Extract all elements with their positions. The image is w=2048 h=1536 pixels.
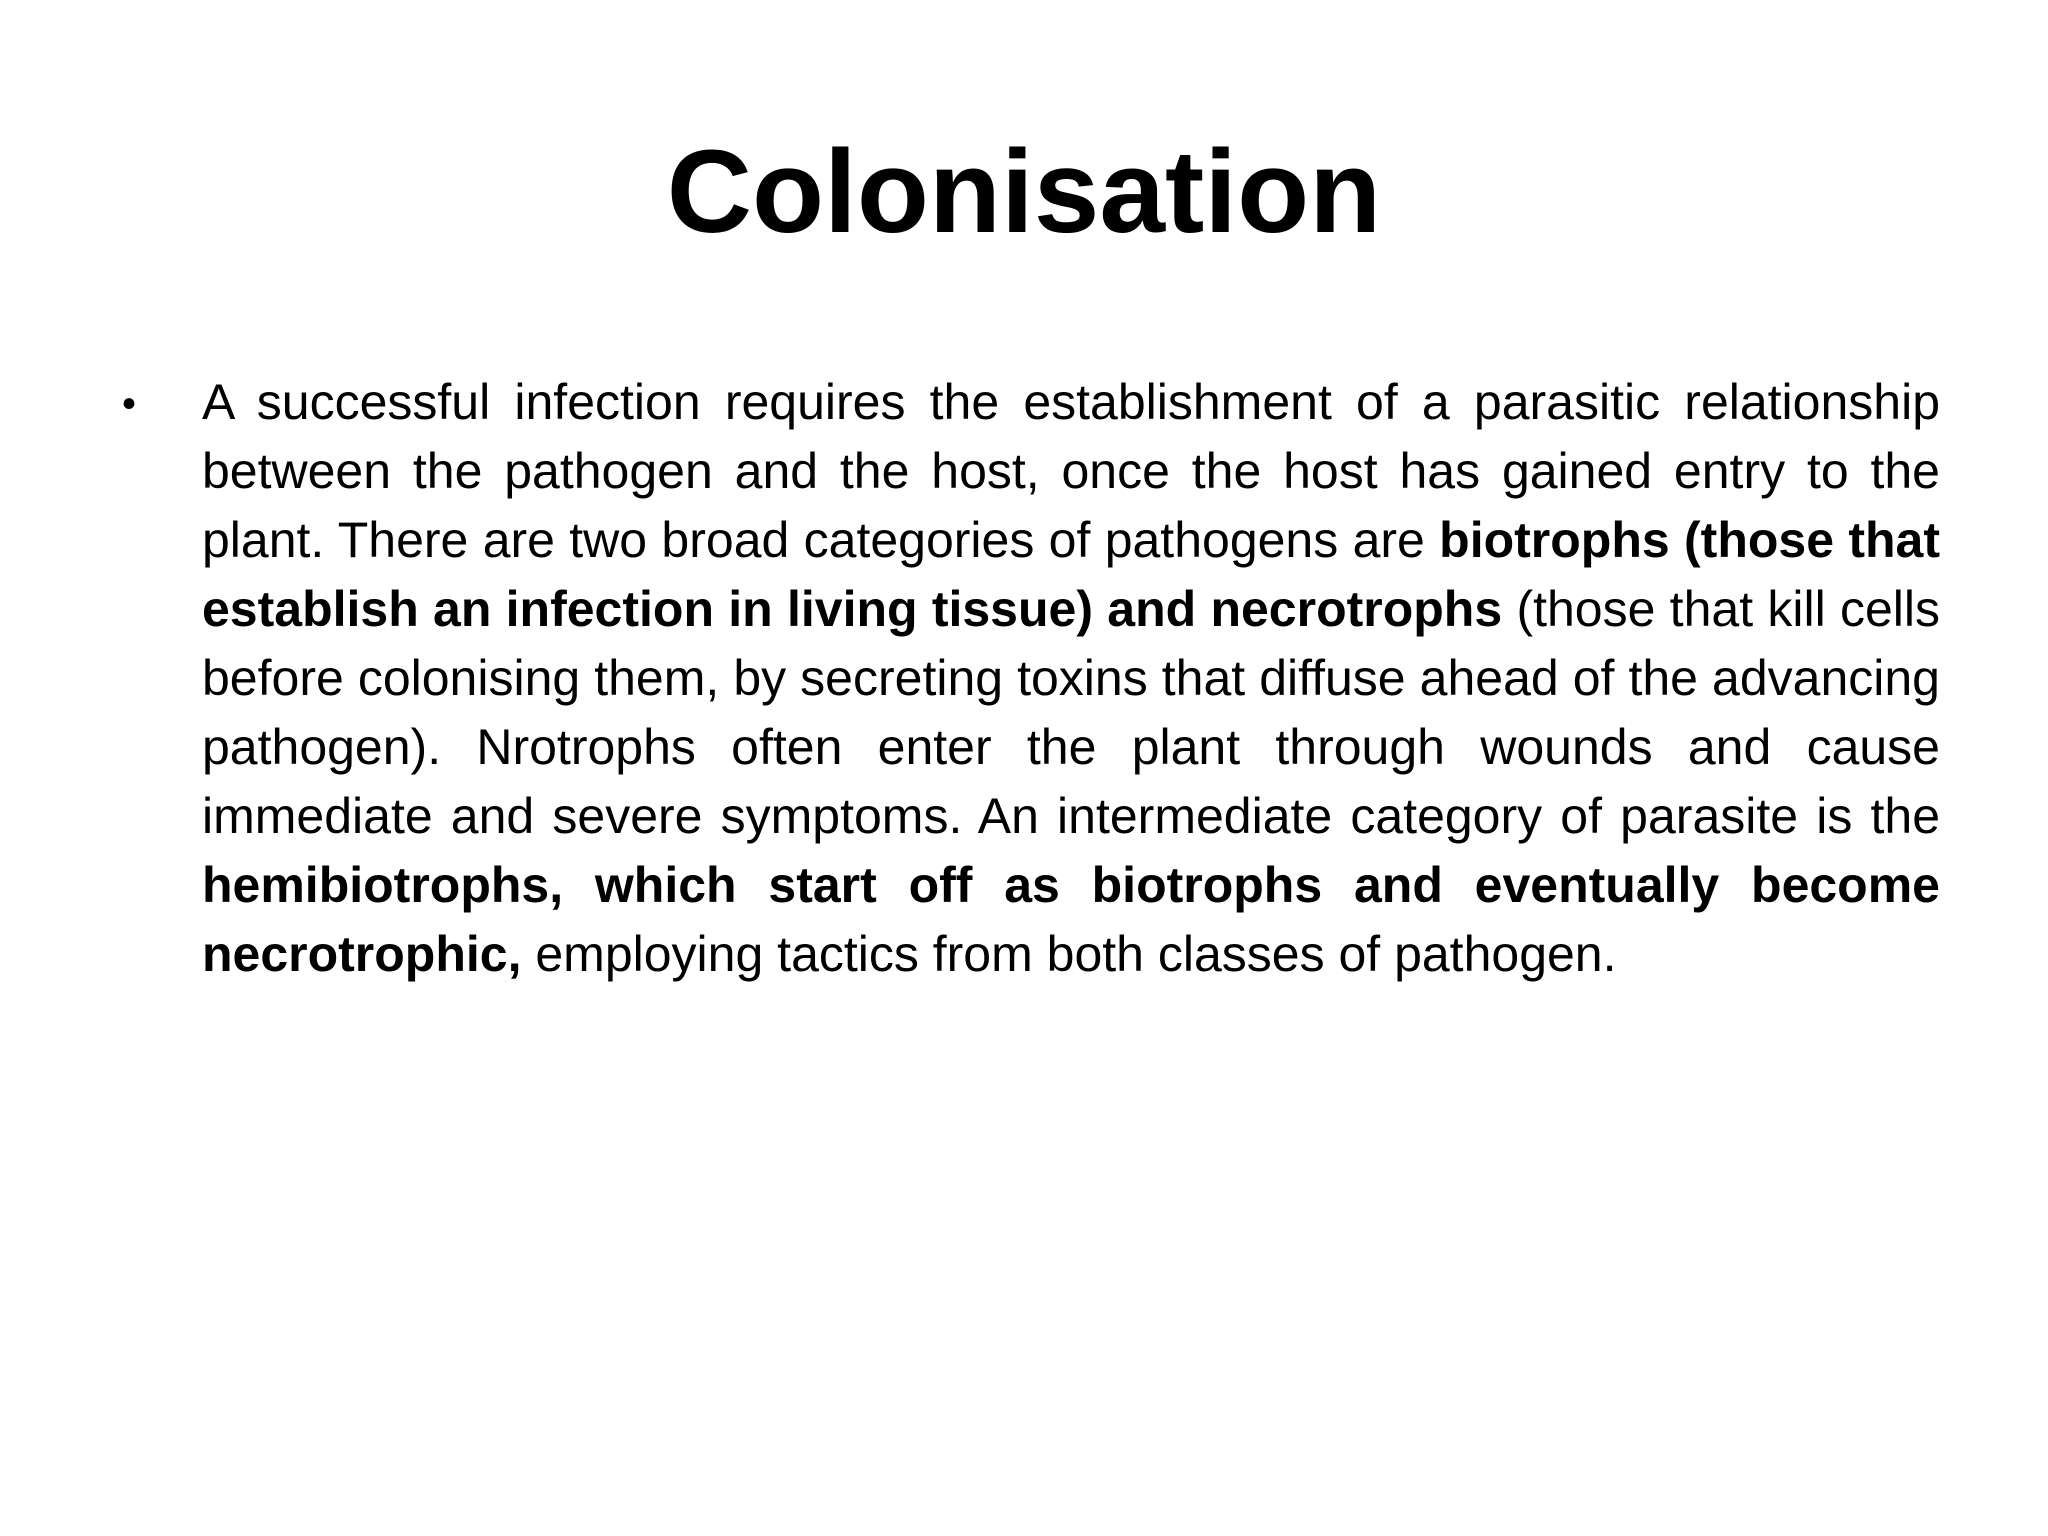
bold-text-segment: hemibiotrophs, which start off as biotrophs and eventually become necrotrophic,: [202, 857, 1940, 982]
bullet-list: [122, 368, 1940, 989]
bullet-marker: •: [122, 382, 137, 426]
bullet-item: [122, 368, 1940, 989]
slide-title: Colonisation: [666, 126, 1382, 258]
text-segment: (those that kill cells before colonising them, by secreting toxins that diffuse ahead of the advancing pathogen). Nrotrophs often enter the plant through wounds and cause immediate and severe symptoms. An intermediate category of parasite is the: [202, 581, 1940, 844]
bullet-text: [202, 368, 1940, 989]
text-segment: employing tactics from both classes of pathogen.: [521, 926, 1617, 982]
text-segment: A successful infection requires the establishment of a parasitic relationship between the pathogen and the host, once the host has gained entry to the plant. There are two broad categories of pathogens are: [202, 374, 1940, 568]
bold-text-segment: biotrophs (those that establish an infection in living tissue) and necrotrophs: [202, 512, 1941, 637]
